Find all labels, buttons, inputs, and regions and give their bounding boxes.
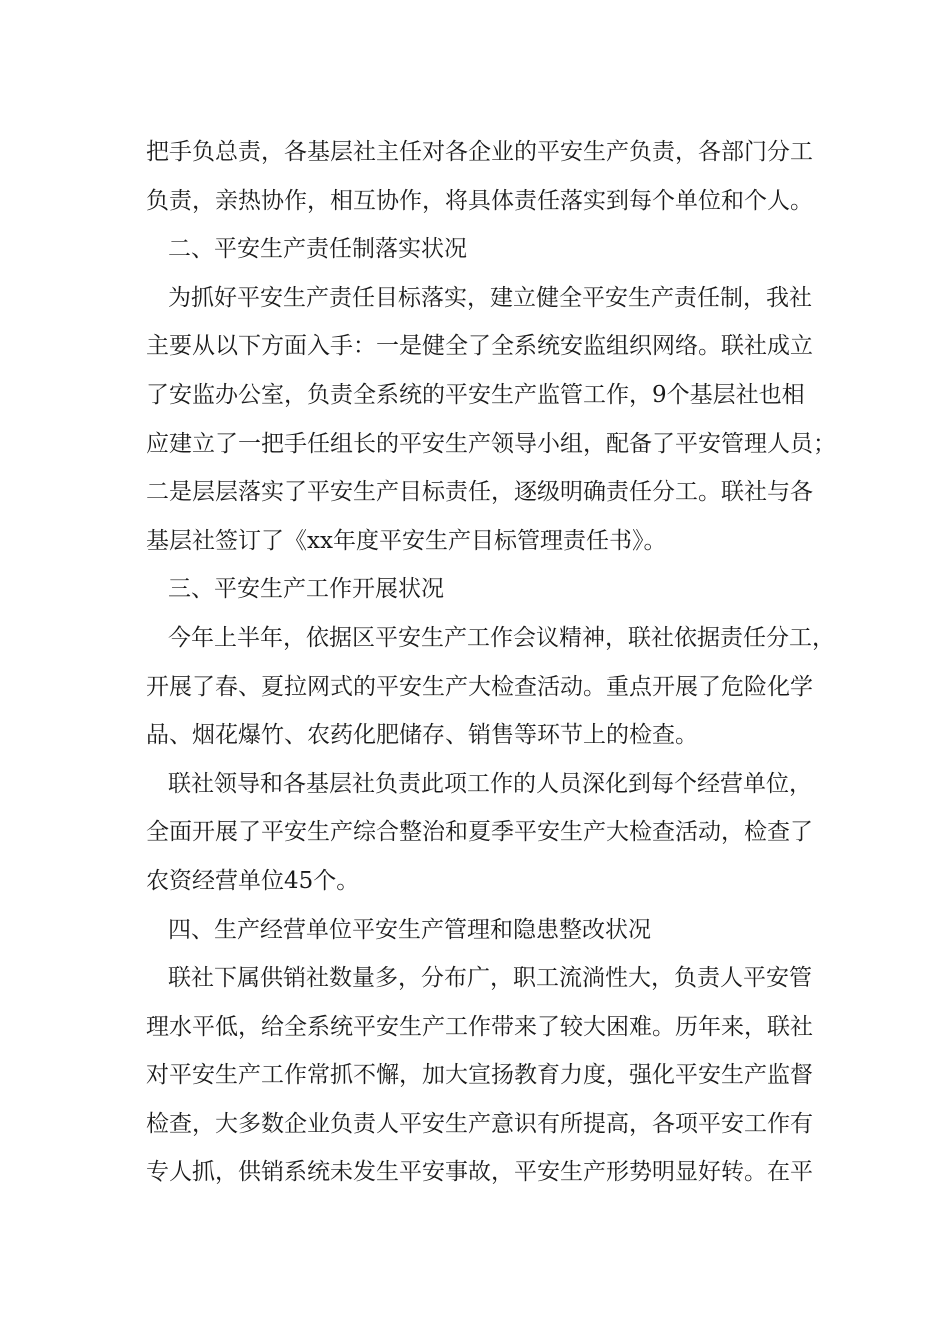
document-body xyxy=(146,128,836,1197)
paragraph-first-line: 今年上半年，依据区平安生产工作会议精神，联社依据责任分工， xyxy=(168,624,835,651)
body-text-line: 检查，大多数企业负责人平安生产意识有所提高，各项平安工作有 xyxy=(146,1110,813,1137)
section-heading: 四、生产经营单位平安生产管理和隐患整改状况 xyxy=(168,916,651,943)
body-text-line: 开展了春、夏拉网式的平安生产大检查活动。重点开展了危险化学 xyxy=(146,673,813,700)
body-text-line: 理水平低，给全系统平安生产工作带来了较大困难。历年来，联社 xyxy=(146,1013,813,1040)
body-text-line: 了安监办公室，负责全系统的平安生产监管工作，9个基层社也相 xyxy=(146,381,805,408)
body-text-line: 对平安生产工作常抓不懈，加大宣扬教育力度，强化平安生产监督 xyxy=(146,1062,813,1089)
section-heading: 二、平安生产责任制落实状况 xyxy=(168,236,467,263)
body-text-line: 全面开展了平安生产综合整治和夏季平安生产大检查活动，检查了 xyxy=(146,819,813,846)
paragraph-first-line: 联社领导和各基层社负责此项工作的人员深化到每个经营单位， xyxy=(168,770,812,797)
body-text-line: 二是层层落实了平安生产目标责任，逐级明确责任分工。联社与各 xyxy=(146,479,813,506)
paragraph-first-line: 联社下属供销社数量多，分布广，职工流淌性大，负责人平安管 xyxy=(168,965,812,992)
body-text-line: 负责，亲热协作，相互协作，将具体责任落实到每个单位和个人。 xyxy=(146,187,813,214)
body-text-line: 农资经营单位45个。 xyxy=(146,867,360,894)
body-text-line: 把手负总责，各基层社主任对各企业的平安生产负责，各部门分工 xyxy=(146,139,813,165)
body-text-line: 基层社签订了《xx年度平安生产目标管理责任书》。 xyxy=(146,527,667,554)
body-text-line: 品、烟花爆竹、农药化肥储存、销售等环节上的检查。 xyxy=(146,722,698,749)
body-text-line: 应建立了一把手任组长的平安生产领导小组，配备了平安管理人员； xyxy=(146,430,836,457)
body-text-line: 专人抓，供销系统未发生平安事故，平安生产形势明显好转。在平 xyxy=(146,1159,813,1186)
paragraph-first-line: 为抓好平安生产责任目标落实，建立健全平安生产责任制，我社 xyxy=(168,284,812,311)
body-text-line: 主要从以下方面入手：一是健全了全系统安监组织网络。联社成立 xyxy=(146,333,813,360)
section-heading: 三、平安生产工作开展状况 xyxy=(168,576,444,603)
